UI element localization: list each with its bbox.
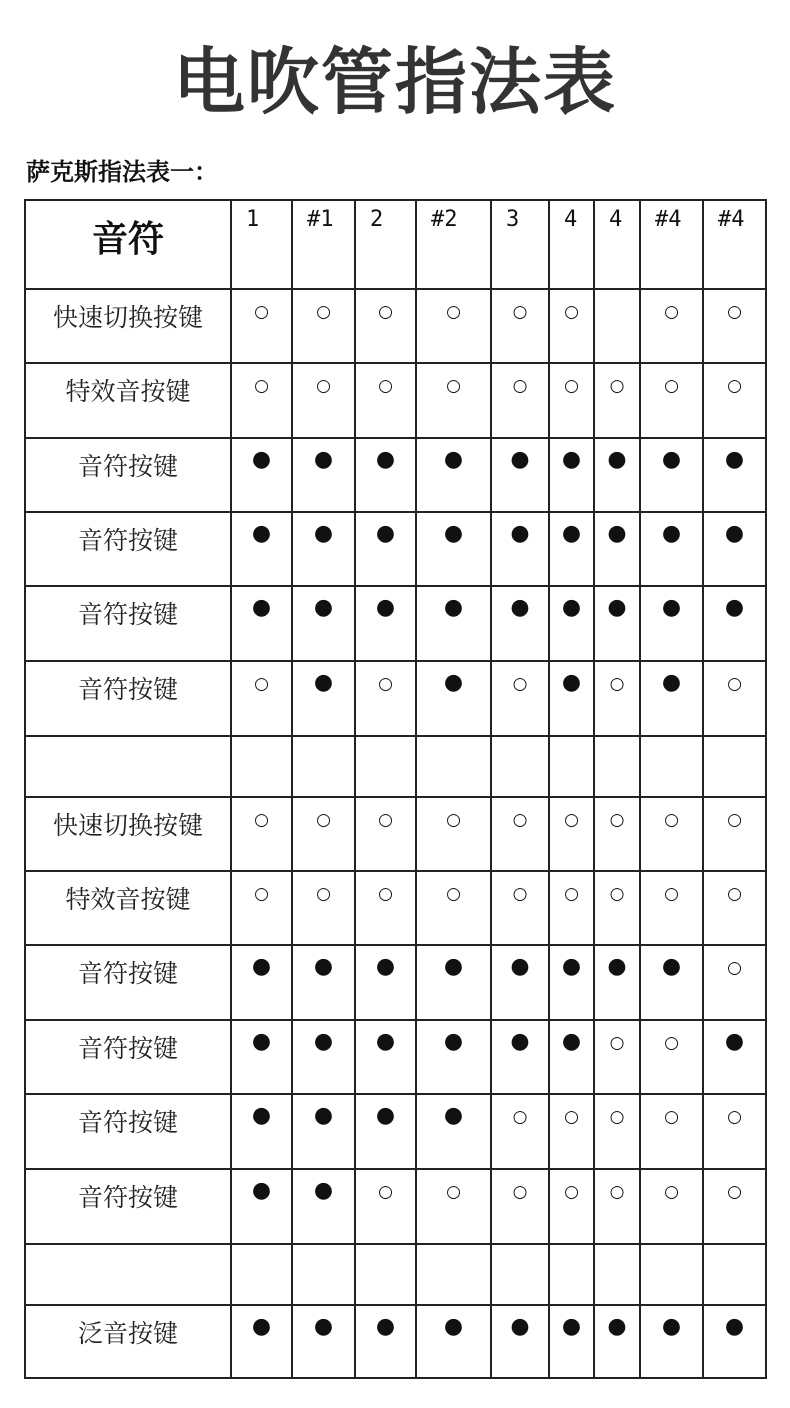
closed-hole-icon: ● bbox=[640, 661, 703, 736]
row-label bbox=[25, 1244, 231, 1305]
open-hole-icon: ○ bbox=[416, 1169, 491, 1244]
open-hole-icon: ○ bbox=[703, 363, 766, 438]
empty-cell bbox=[355, 1244, 416, 1305]
open-hole-icon: ○ bbox=[355, 1169, 416, 1244]
closed-hole-icon: ● bbox=[640, 945, 703, 1020]
row-label bbox=[25, 736, 231, 797]
table-row bbox=[25, 438, 766, 512]
row-label: 音符按键 bbox=[25, 945, 231, 1020]
closed-hole-icon: ● bbox=[416, 1094, 491, 1169]
fingering-table bbox=[24, 199, 767, 1379]
open-hole-icon: ○ bbox=[549, 871, 594, 945]
open-hole-icon: ○ bbox=[355, 871, 416, 945]
empty-cell bbox=[491, 1244, 549, 1305]
closed-hole-icon: ● bbox=[292, 512, 355, 586]
closed-hole-icon: ● bbox=[703, 1020, 766, 1094]
open-hole-icon: ○ bbox=[549, 797, 594, 871]
page-title: 电吹管指法表 bbox=[172, 40, 617, 124]
closed-hole-icon: ● bbox=[355, 1020, 416, 1094]
open-hole-icon: ○ bbox=[292, 289, 355, 363]
table-row bbox=[25, 1169, 766, 1244]
closed-hole-icon: ● bbox=[292, 661, 355, 736]
open-hole-icon: ○ bbox=[594, 1020, 640, 1094]
open-hole-icon: ○ bbox=[703, 661, 766, 736]
open-hole-icon: ○ bbox=[416, 363, 491, 438]
table-row bbox=[25, 586, 766, 661]
open-hole-icon: ○ bbox=[703, 1169, 766, 1244]
closed-hole-icon: ● bbox=[292, 1020, 355, 1094]
section-subtitle: 萨克斯指法表一： bbox=[26, 158, 218, 186]
table-row bbox=[25, 363, 766, 438]
closed-hole-icon: ● bbox=[416, 586, 491, 661]
closed-hole-icon: ● bbox=[416, 1020, 491, 1094]
closed-hole-icon: ● bbox=[231, 586, 292, 661]
column-header-0: 1 bbox=[231, 200, 292, 289]
closed-hole-icon: ● bbox=[355, 945, 416, 1020]
row-label: 快速切换按键 bbox=[25, 797, 231, 871]
open-hole-icon: ○ bbox=[640, 289, 703, 363]
closed-hole-icon: ● bbox=[549, 661, 594, 736]
open-hole-icon: ○ bbox=[549, 1094, 594, 1169]
closed-hole-icon: ● bbox=[231, 438, 292, 512]
table-row bbox=[25, 1305, 766, 1378]
row-label: 音符按键 bbox=[25, 1020, 231, 1094]
empty-cell bbox=[594, 289, 640, 363]
open-hole-icon: ○ bbox=[231, 661, 292, 736]
open-hole-icon: ○ bbox=[703, 945, 766, 1020]
empty-cell bbox=[549, 1244, 594, 1305]
column-header-6: 4 bbox=[594, 200, 640, 289]
empty-cell bbox=[703, 736, 766, 797]
row-label: 音符按键 bbox=[25, 512, 231, 586]
column-header-8: #4 bbox=[703, 200, 766, 289]
open-hole-icon: ○ bbox=[594, 797, 640, 871]
closed-hole-icon: ● bbox=[231, 945, 292, 1020]
note-column-header: 音符 bbox=[25, 200, 231, 289]
closed-hole-icon: ● bbox=[549, 512, 594, 586]
row-label: 音符按键 bbox=[25, 1169, 231, 1244]
open-hole-icon: ○ bbox=[594, 661, 640, 736]
open-hole-icon: ○ bbox=[416, 797, 491, 871]
row-label: 泛音按键 bbox=[25, 1305, 231, 1378]
closed-hole-icon: ● bbox=[355, 1094, 416, 1169]
closed-hole-icon: ● bbox=[594, 1305, 640, 1378]
empty-cell bbox=[292, 736, 355, 797]
row-label: 音符按键 bbox=[25, 661, 231, 736]
closed-hole-icon: ● bbox=[292, 438, 355, 512]
column-header-3: #2 bbox=[416, 200, 491, 289]
open-hole-icon: ○ bbox=[231, 871, 292, 945]
empty-cell bbox=[703, 1244, 766, 1305]
closed-hole-icon: ● bbox=[594, 586, 640, 661]
closed-hole-icon: ● bbox=[640, 438, 703, 512]
closed-hole-icon: ● bbox=[491, 586, 549, 661]
closed-hole-icon: ● bbox=[292, 586, 355, 661]
closed-hole-icon: ● bbox=[355, 586, 416, 661]
open-hole-icon: ○ bbox=[549, 363, 594, 438]
open-hole-icon: ○ bbox=[491, 871, 549, 945]
closed-hole-icon: ● bbox=[594, 512, 640, 586]
closed-hole-icon: ● bbox=[231, 1020, 292, 1094]
closed-hole-icon: ● bbox=[491, 1305, 549, 1378]
closed-hole-icon: ● bbox=[416, 438, 491, 512]
open-hole-icon: ○ bbox=[594, 871, 640, 945]
closed-hole-icon: ● bbox=[416, 512, 491, 586]
open-hole-icon: ○ bbox=[640, 797, 703, 871]
table-row bbox=[25, 661, 766, 736]
open-hole-icon: ○ bbox=[491, 363, 549, 438]
open-hole-icon: ○ bbox=[292, 363, 355, 438]
closed-hole-icon: ● bbox=[491, 512, 549, 586]
open-hole-icon: ○ bbox=[491, 797, 549, 871]
closed-hole-icon: ● bbox=[292, 1169, 355, 1244]
closed-hole-icon: ● bbox=[703, 438, 766, 512]
open-hole-icon: ○ bbox=[231, 797, 292, 871]
closed-hole-icon: ● bbox=[355, 438, 416, 512]
closed-hole-icon: ● bbox=[292, 1305, 355, 1378]
closed-hole-icon: ● bbox=[549, 1305, 594, 1378]
open-hole-icon: ○ bbox=[491, 289, 549, 363]
open-hole-icon: ○ bbox=[549, 1169, 594, 1244]
open-hole-icon: ○ bbox=[292, 797, 355, 871]
closed-hole-icon: ● bbox=[703, 1305, 766, 1378]
open-hole-icon: ○ bbox=[703, 289, 766, 363]
closed-hole-icon: ● bbox=[231, 512, 292, 586]
open-hole-icon: ○ bbox=[640, 1020, 703, 1094]
closed-hole-icon: ● bbox=[491, 438, 549, 512]
open-hole-icon: ○ bbox=[703, 1094, 766, 1169]
closed-hole-icon: ● bbox=[292, 1094, 355, 1169]
open-hole-icon: ○ bbox=[594, 363, 640, 438]
row-label: 快速切换按键 bbox=[25, 289, 231, 363]
empty-cell bbox=[594, 736, 640, 797]
closed-hole-icon: ● bbox=[231, 1169, 292, 1244]
column-header-7: #4 bbox=[640, 200, 703, 289]
open-hole-icon: ○ bbox=[416, 289, 491, 363]
open-hole-icon: ○ bbox=[292, 871, 355, 945]
closed-hole-icon: ● bbox=[416, 1305, 491, 1378]
table-row bbox=[25, 797, 766, 871]
table-row bbox=[25, 289, 766, 363]
closed-hole-icon: ● bbox=[703, 586, 766, 661]
open-hole-icon: ○ bbox=[594, 1169, 640, 1244]
column-header-1: #1 bbox=[292, 200, 355, 289]
spacer-row bbox=[25, 736, 766, 797]
row-label: 特效音按键 bbox=[25, 871, 231, 945]
open-hole-icon: ○ bbox=[416, 871, 491, 945]
closed-hole-icon: ● bbox=[594, 438, 640, 512]
closed-hole-icon: ● bbox=[416, 945, 491, 1020]
open-hole-icon: ○ bbox=[703, 797, 766, 871]
row-label: 音符按键 bbox=[25, 1094, 231, 1169]
open-hole-icon: ○ bbox=[491, 1094, 549, 1169]
header-row bbox=[25, 200, 766, 289]
closed-hole-icon: ● bbox=[549, 945, 594, 1020]
closed-hole-icon: ● bbox=[355, 1305, 416, 1378]
empty-cell bbox=[549, 736, 594, 797]
open-hole-icon: ○ bbox=[355, 289, 416, 363]
closed-hole-icon: ● bbox=[491, 1020, 549, 1094]
closed-hole-icon: ● bbox=[231, 1305, 292, 1378]
empty-cell bbox=[355, 736, 416, 797]
open-hole-icon: ○ bbox=[355, 363, 416, 438]
table-body bbox=[25, 289, 766, 1378]
empty-cell bbox=[292, 1244, 355, 1305]
column-header-4: 3 bbox=[491, 200, 549, 289]
closed-hole-icon: ● bbox=[594, 945, 640, 1020]
closed-hole-icon: ● bbox=[640, 586, 703, 661]
closed-hole-icon: ● bbox=[549, 586, 594, 661]
table-row bbox=[25, 1020, 766, 1094]
closed-hole-icon: ● bbox=[355, 512, 416, 586]
closed-hole-icon: ● bbox=[640, 1305, 703, 1378]
open-hole-icon: ○ bbox=[549, 289, 594, 363]
open-hole-icon: ○ bbox=[491, 1169, 549, 1244]
empty-cell bbox=[640, 1244, 703, 1305]
column-header-5: 4 bbox=[549, 200, 594, 289]
closed-hole-icon: ● bbox=[549, 438, 594, 512]
row-label: 特效音按键 bbox=[25, 363, 231, 438]
table-row bbox=[25, 1094, 766, 1169]
closed-hole-icon: ● bbox=[416, 661, 491, 736]
open-hole-icon: ○ bbox=[640, 1094, 703, 1169]
empty-cell bbox=[491, 736, 549, 797]
open-hole-icon: ○ bbox=[703, 871, 766, 945]
closed-hole-icon: ● bbox=[491, 945, 549, 1020]
empty-cell bbox=[416, 736, 491, 797]
closed-hole-icon: ● bbox=[549, 1020, 594, 1094]
table-row bbox=[25, 945, 766, 1020]
closed-hole-icon: ● bbox=[292, 945, 355, 1020]
row-label: 音符按键 bbox=[25, 586, 231, 661]
empty-cell bbox=[231, 736, 292, 797]
empty-cell bbox=[231, 1244, 292, 1305]
open-hole-icon: ○ bbox=[491, 661, 549, 736]
empty-cell bbox=[416, 1244, 491, 1305]
table-row bbox=[25, 871, 766, 945]
open-hole-icon: ○ bbox=[231, 289, 292, 363]
open-hole-icon: ○ bbox=[355, 661, 416, 736]
table-row bbox=[25, 512, 766, 586]
empty-cell bbox=[640, 736, 703, 797]
row-label: 音符按键 bbox=[25, 438, 231, 512]
spacer-row bbox=[25, 1244, 766, 1305]
open-hole-icon: ○ bbox=[231, 363, 292, 438]
open-hole-icon: ○ bbox=[640, 363, 703, 438]
empty-cell bbox=[594, 1244, 640, 1305]
closed-hole-icon: ● bbox=[703, 512, 766, 586]
closed-hole-icon: ● bbox=[231, 1094, 292, 1169]
open-hole-icon: ○ bbox=[355, 797, 416, 871]
open-hole-icon: ○ bbox=[640, 1169, 703, 1244]
open-hole-icon: ○ bbox=[594, 1094, 640, 1169]
column-header-2: 2 bbox=[355, 200, 416, 289]
closed-hole-icon: ● bbox=[640, 512, 703, 586]
open-hole-icon: ○ bbox=[640, 871, 703, 945]
